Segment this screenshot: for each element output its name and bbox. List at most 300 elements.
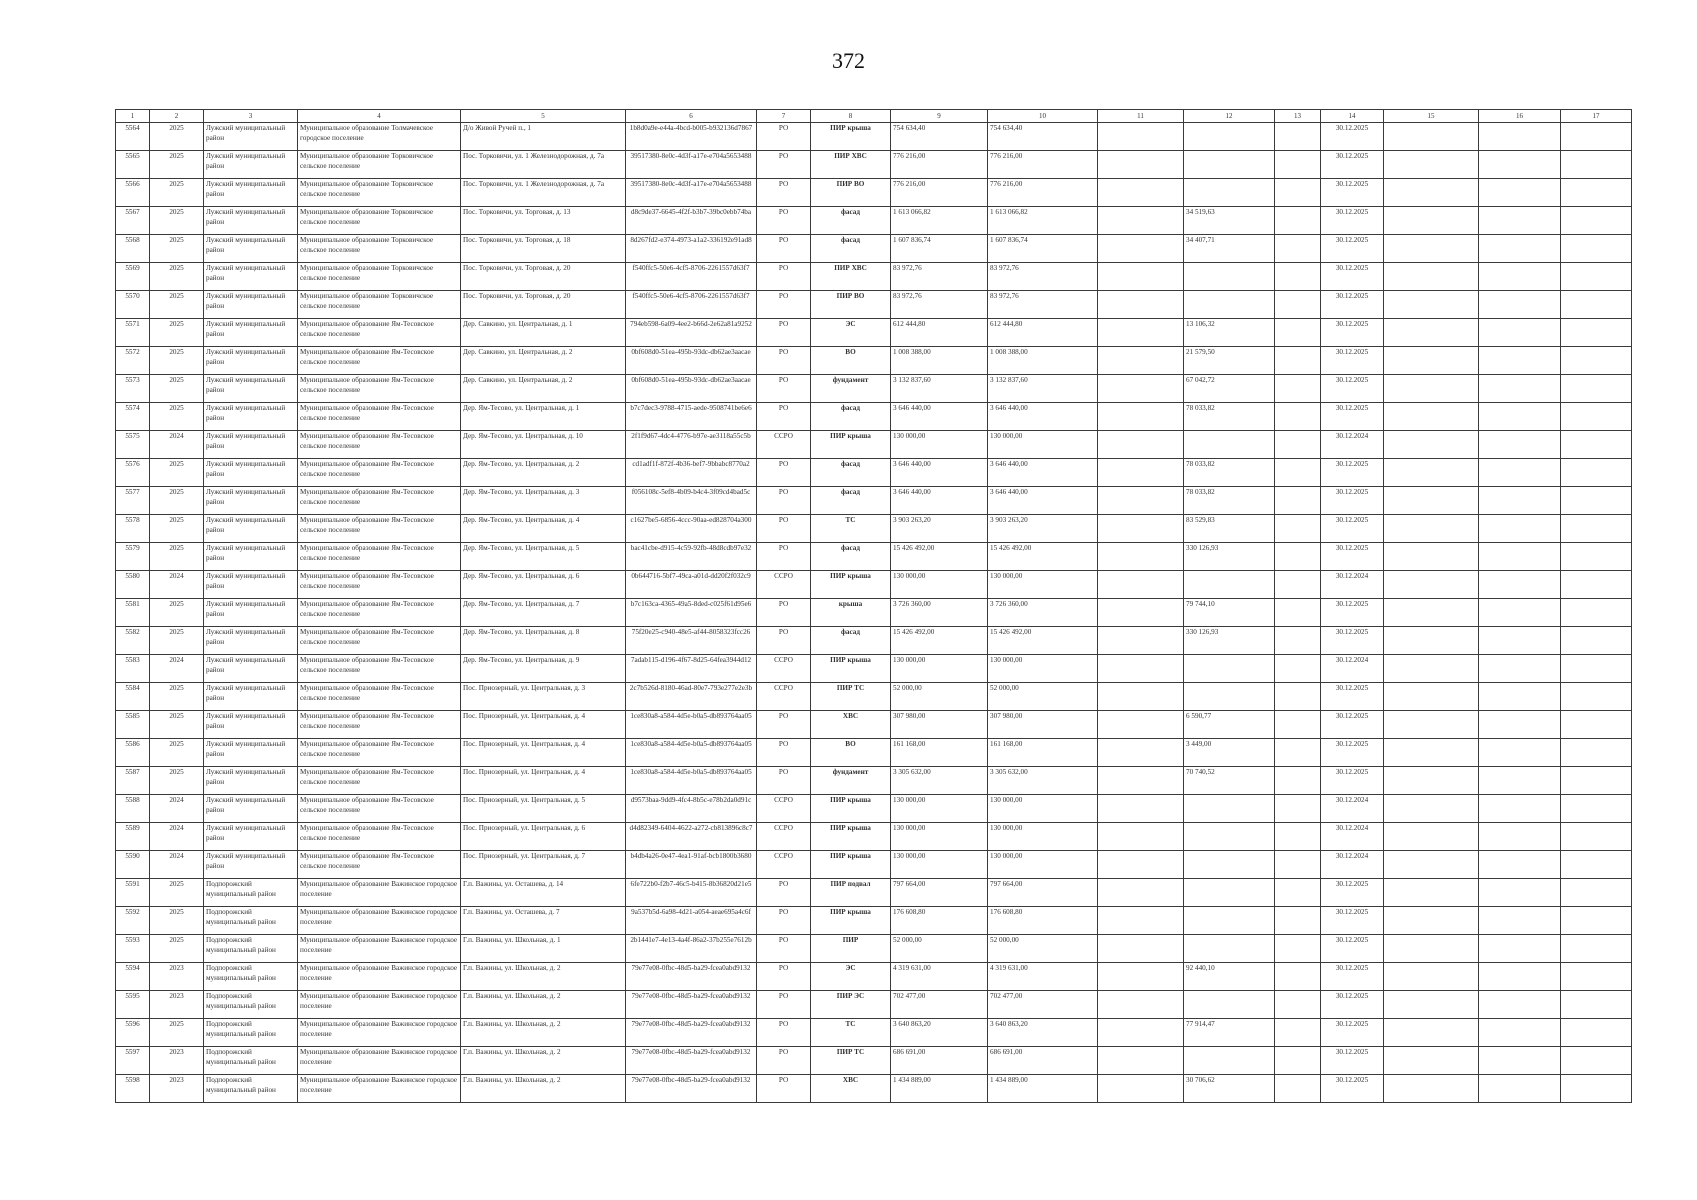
table-cell: 5570 <box>116 291 150 319</box>
table-cell <box>1479 571 1561 599</box>
table-cell: 776 216,00 <box>891 151 988 179</box>
table-row <box>116 851 1632 879</box>
table-cell: 1 008 388,00 <box>988 347 1098 375</box>
table-cell: Дер. Савкино, ул. Центральная, д. 1 <box>461 319 626 347</box>
table-cell: Муниципальное образование Ям-Тесовское сельское поселение <box>298 571 461 599</box>
table-cell: 52 000,00 <box>988 935 1098 963</box>
table-cell: 15 426 492,00 <box>988 543 1098 571</box>
table-cell: 5568 <box>116 235 150 263</box>
table-cell: 5588 <box>116 795 150 823</box>
table-cell: 794eb598-6a09-4ee2-b66d-2e62a81a9252 <box>626 319 757 347</box>
table-cell: ССРО <box>757 571 811 599</box>
table-cell: 5582 <box>116 627 150 655</box>
table-row <box>116 263 1632 291</box>
table-cell <box>1275 1075 1321 1103</box>
table-cell <box>1479 823 1561 851</box>
table-cell: 3 640 863,20 <box>988 1019 1098 1047</box>
table-cell: 30.12.2025 <box>1321 487 1384 515</box>
table-cell: 797 664,00 <box>891 879 988 907</box>
table-cell: Подпорожский муниципальный район <box>204 991 298 1019</box>
table-cell: Муниципальное образование Важинское городское поселение <box>298 1019 461 1047</box>
table-cell <box>1561 571 1632 599</box>
table-cell: 15 426 492,00 <box>891 543 988 571</box>
table-cell <box>1184 823 1275 851</box>
table-cell <box>1098 459 1184 487</box>
table-cell <box>1479 403 1561 431</box>
table-cell: 5585 <box>116 711 150 739</box>
table-cell <box>1384 403 1479 431</box>
table-cell: 83 972,76 <box>988 291 1098 319</box>
column-header: 16 <box>1479 110 1561 123</box>
table-cell: 307 980,00 <box>891 711 988 739</box>
table-cell: 5571 <box>116 319 150 347</box>
table-cell: 3 646 440,00 <box>891 459 988 487</box>
table-row <box>116 515 1632 543</box>
table-cell <box>1098 207 1184 235</box>
table-cell: 78 033,82 <box>1184 403 1275 431</box>
table-cell: 5572 <box>116 347 150 375</box>
table-cell: 70 740,52 <box>1184 767 1275 795</box>
table-cell: 5566 <box>116 179 150 207</box>
table-cell: Муниципальное образование Торковичское сельское поселение <box>298 235 461 263</box>
table-cell: Подпорожский муниципальный район <box>204 907 298 935</box>
table-cell: 2025 <box>150 123 204 151</box>
table-cell: 4 319 631,00 <box>988 963 1098 991</box>
table-cell <box>1384 431 1479 459</box>
table-cell <box>1561 319 1632 347</box>
column-header: 1 <box>116 110 150 123</box>
table-cell: d8c9de37-6645-4f2f-b3b7-39bc0ebb74ba <box>626 207 757 235</box>
table-cell: 5592 <box>116 907 150 935</box>
table-cell: 83 972,76 <box>891 291 988 319</box>
table-cell <box>1561 487 1632 515</box>
table-cell <box>1479 431 1561 459</box>
table-cell <box>1275 347 1321 375</box>
table-cell: Лужский муниципальный район <box>204 459 298 487</box>
table-cell <box>1275 599 1321 627</box>
table-cell <box>1184 123 1275 151</box>
table-cell <box>1098 543 1184 571</box>
table-cell: 130 000,00 <box>891 655 988 683</box>
table-cell: 330 126,93 <box>1184 627 1275 655</box>
column-header: 3 <box>204 110 298 123</box>
table-cell: 30.12.2025 <box>1321 123 1384 151</box>
table-cell: Дер. Савкино, ул. Центральная, д. 2 <box>461 347 626 375</box>
table-cell <box>1098 123 1184 151</box>
table-row <box>116 823 1632 851</box>
table-cell: 15 426 492,00 <box>988 627 1098 655</box>
table-row <box>116 599 1632 627</box>
table-cell: Дер. Савкино, ул. Центральная, д. 2 <box>461 375 626 403</box>
table-cell: Г.п. Важины, ул. Школьная, д. 2 <box>461 1019 626 1047</box>
table-cell: Лужский муниципальный район <box>204 403 298 431</box>
table-cell: РО <box>757 515 811 543</box>
table-cell: фасад <box>811 235 891 263</box>
table-cell: Муниципальное образование Ям-Тесовское сельское поселение <box>298 683 461 711</box>
table-cell: ПИР крыша <box>811 655 891 683</box>
table-cell: ССРО <box>757 431 811 459</box>
table-cell: 5594 <box>116 963 150 991</box>
table-cell: 3 646 440,00 <box>988 487 1098 515</box>
table-cell: Муниципальное образование Ям-Тесовское сельское поселение <box>298 515 461 543</box>
table-cell: Лужский муниципальный район <box>204 543 298 571</box>
column-header: 15 <box>1384 110 1479 123</box>
table-cell: Пос. Торковичи, ул. 1 Железнодорожная, д. 7а <box>461 151 626 179</box>
table-cell: 30.12.2024 <box>1321 655 1384 683</box>
table-cell <box>1479 767 1561 795</box>
table-cell: Пос. Торковичи, ул. Торговая, д. 20 <box>461 263 626 291</box>
table-cell: ВО <box>811 739 891 767</box>
table-cell: c1627be5-6856-4ccc-90aa-ed828704a300 <box>626 515 757 543</box>
table-cell: Лужский муниципальный район <box>204 515 298 543</box>
table-cell: 130 000,00 <box>891 795 988 823</box>
table-cell: 30.12.2025 <box>1321 739 1384 767</box>
table-cell: f056108c-5ef8-4b09-b4c4-3f09cd4bad5c <box>626 487 757 515</box>
column-header: 6 <box>626 110 757 123</box>
table-cell <box>1098 291 1184 319</box>
table-cell: 1ce830a8-a584-4d5e-b0a5-db893764aa05 <box>626 739 757 767</box>
table-cell <box>1384 1019 1479 1047</box>
table-cell: 130 000,00 <box>891 571 988 599</box>
table-cell: 702 477,00 <box>988 991 1098 1019</box>
table-cell: f540ffc5-50e6-4cf5-8706-2261557d63f7 <box>626 291 757 319</box>
table-cell: 30.12.2025 <box>1321 935 1384 963</box>
table-cell: 6fe722b0-f2b7-46c5-b415-8b36820d21e5 <box>626 879 757 907</box>
table-cell <box>1561 1019 1632 1047</box>
table-cell: 307 980,00 <box>988 711 1098 739</box>
table-cell <box>1098 711 1184 739</box>
table-cell: Лужский муниципальный район <box>204 235 298 263</box>
table-cell: Пос. Приозерный, ул. Центральная, д. 3 <box>461 683 626 711</box>
table-cell: 83 972,76 <box>891 263 988 291</box>
table-row <box>116 879 1632 907</box>
table-cell: 2c7b526d-8180-46ad-80e7-793e277e2e3b <box>626 683 757 711</box>
table-cell: Муниципальное образование Ям-Тесовское сельское поселение <box>298 319 461 347</box>
table-cell <box>1561 711 1632 739</box>
table-row <box>116 151 1632 179</box>
table-cell: Дер. Ям-Тесово, ул. Центральная, д. 8 <box>461 627 626 655</box>
table-cell: 176 608,80 <box>988 907 1098 935</box>
table-cell: 78 033,82 <box>1184 487 1275 515</box>
table-cell <box>1384 571 1479 599</box>
table-cell <box>1275 543 1321 571</box>
table-cell: 686 691,00 <box>988 1047 1098 1075</box>
table-cell: РО <box>757 907 811 935</box>
table-cell: 2025 <box>150 543 204 571</box>
table-cell: 21 579,50 <box>1184 347 1275 375</box>
table-cell <box>1275 375 1321 403</box>
table-cell: 30.12.2025 <box>1321 459 1384 487</box>
table-cell: 2025 <box>150 151 204 179</box>
table-cell: 30.12.2025 <box>1321 543 1384 571</box>
table-cell: 5586 <box>116 739 150 767</box>
table-cell: Муниципальное образование Ям-Тесовское сельское поселение <box>298 739 461 767</box>
column-header: 13 <box>1275 110 1321 123</box>
table-cell <box>1184 907 1275 935</box>
table-cell: 5591 <box>116 879 150 907</box>
table-cell: РО <box>757 151 811 179</box>
table-cell <box>1384 907 1479 935</box>
table-cell: Пос. Приозерный, ул. Центральная, д. 6 <box>461 823 626 851</box>
table-cell: ХВС <box>811 1075 891 1103</box>
table-cell: Дер. Ям-Тесово, ул. Центральная, д. 5 <box>461 543 626 571</box>
table-cell: фасад <box>811 487 891 515</box>
table-cell <box>1098 319 1184 347</box>
table-cell: 5595 <box>116 991 150 1019</box>
table-cell: 3 305 632,00 <box>891 767 988 795</box>
table-cell: 30.12.2025 <box>1321 907 1384 935</box>
table-cell: Муниципальное образование Толмачевское городское поселение <box>298 123 461 151</box>
table-cell <box>1275 235 1321 263</box>
table-cell <box>1184 263 1275 291</box>
table-cell: 9a537b5d-6a98-4d21-a054-aeae695a4c6f <box>626 907 757 935</box>
table-cell: 30.12.2025 <box>1321 991 1384 1019</box>
table-cell <box>1384 655 1479 683</box>
table-cell <box>1275 431 1321 459</box>
table-cell: Лужский муниципальный район <box>204 767 298 795</box>
table-cell: 130 000,00 <box>988 571 1098 599</box>
table-cell <box>1561 599 1632 627</box>
table-cell: РО <box>757 291 811 319</box>
table-cell: Пос. Торковичи, ул. Торговая, д. 20 <box>461 291 626 319</box>
table-cell: РО <box>757 711 811 739</box>
table-cell <box>1098 179 1184 207</box>
table-cell <box>1275 151 1321 179</box>
table-cell <box>1561 627 1632 655</box>
table-cell: 30.12.2025 <box>1321 207 1384 235</box>
table-cell: 330 126,93 <box>1184 543 1275 571</box>
table-cell: Муниципальное образование Важинское городское поселение <box>298 963 461 991</box>
table-cell <box>1098 599 1184 627</box>
table-cell: РО <box>757 123 811 151</box>
table-cell: 79e77e08-0fbc-48d5-ba29-fcea0abd9132 <box>626 1075 757 1103</box>
table-cell: 30.12.2025 <box>1321 151 1384 179</box>
table-cell: Лужский муниципальный район <box>204 599 298 627</box>
table-cell: Дер. Ям-Тесово, ул. Центральная, д. 1 <box>461 403 626 431</box>
table-cell <box>1561 375 1632 403</box>
table-cell: 2025 <box>150 403 204 431</box>
table-cell: Муниципальное образование Ям-Тесовское сельское поселение <box>298 655 461 683</box>
table-cell <box>1384 767 1479 795</box>
column-header: 4 <box>298 110 461 123</box>
table-cell: 30.12.2025 <box>1321 515 1384 543</box>
table-row <box>116 795 1632 823</box>
table-cell: 612 444,80 <box>988 319 1098 347</box>
table-cell: 5580 <box>116 571 150 599</box>
table-cell: 2024 <box>150 795 204 823</box>
table-cell <box>1561 151 1632 179</box>
table-cell: 5578 <box>116 515 150 543</box>
table-row <box>116 1047 1632 1075</box>
table-cell: 1 607 836,74 <box>891 235 988 263</box>
column-header: 11 <box>1098 110 1184 123</box>
table-cell: Лужский муниципальный район <box>204 291 298 319</box>
table-cell <box>1098 515 1184 543</box>
table-cell: 30.12.2025 <box>1321 263 1384 291</box>
table-cell: d4d82349-6404-4622-a272-cb813896c8c7 <box>626 823 757 851</box>
table-cell: 176 608,80 <box>891 907 988 935</box>
table-cell <box>1384 711 1479 739</box>
table-cell: 5593 <box>116 935 150 963</box>
table-cell: ССРО <box>757 823 811 851</box>
table-cell: Муниципальное образование Ям-Тесовское сельское поселение <box>298 627 461 655</box>
table-cell: фундамент <box>811 767 891 795</box>
table-cell <box>1561 963 1632 991</box>
table-cell: 2024 <box>150 431 204 459</box>
table-cell <box>1479 123 1561 151</box>
table-cell: 2024 <box>150 655 204 683</box>
table-cell <box>1561 347 1632 375</box>
table-cell: 2025 <box>150 263 204 291</box>
table-cell: фасад <box>811 207 891 235</box>
table-cell <box>1384 375 1479 403</box>
table-cell: 5590 <box>116 851 150 879</box>
table-cell: РО <box>757 375 811 403</box>
table-cell: 2025 <box>150 711 204 739</box>
table-cell <box>1479 375 1561 403</box>
table-cell: 2025 <box>150 291 204 319</box>
table-cell <box>1184 291 1275 319</box>
table-cell: 702 477,00 <box>891 991 988 1019</box>
table-cell <box>1098 1075 1184 1103</box>
table-body <box>116 123 1632 1103</box>
table-cell <box>1098 403 1184 431</box>
table-cell <box>1384 739 1479 767</box>
table-cell: 161 168,00 <box>891 739 988 767</box>
table-cell: ССРО <box>757 655 811 683</box>
table-cell: 5583 <box>116 655 150 683</box>
table-cell: Муниципальное образование Ям-Тесовское сельское поселение <box>298 767 461 795</box>
table-cell: 30.12.2025 <box>1321 375 1384 403</box>
table-cell <box>1098 487 1184 515</box>
table-cell: 2025 <box>150 235 204 263</box>
table-cell: 2023 <box>150 991 204 1019</box>
table-cell: 2b1441e7-4e13-4a4f-86a2-37b255e7612b <box>626 935 757 963</box>
table-cell: 2023 <box>150 963 204 991</box>
table-cell <box>1561 795 1632 823</box>
table-cell: 2025 <box>150 683 204 711</box>
table-cell <box>1275 935 1321 963</box>
table-cell: 2023 <box>150 1075 204 1103</box>
table-cell <box>1275 403 1321 431</box>
table-cell: 686 691,00 <box>891 1047 988 1075</box>
table-cell: 2025 <box>150 907 204 935</box>
table-cell: 52 000,00 <box>891 683 988 711</box>
table-cell: 30.12.2024 <box>1321 823 1384 851</box>
table-cell <box>1184 795 1275 823</box>
table-cell: 30.12.2025 <box>1321 963 1384 991</box>
table-cell <box>1479 599 1561 627</box>
table-row <box>116 963 1632 991</box>
table-cell <box>1561 683 1632 711</box>
table-cell: 4 319 631,00 <box>891 963 988 991</box>
table-cell: Пос. Торковичи, ул. 1 Железнодорожная, д. 7а <box>461 179 626 207</box>
table-cell: Пос. Приозерный, ул. Центральная, д. 4 <box>461 739 626 767</box>
table-cell: 92 440,10 <box>1184 963 1275 991</box>
table-row <box>116 179 1632 207</box>
table-cell: РО <box>757 599 811 627</box>
table-cell: d9573baa-9dd9-4fc4-8b5c-e78b2da0d91c <box>626 795 757 823</box>
table-cell: ССРО <box>757 795 811 823</box>
table-cell <box>1384 459 1479 487</box>
table-cell: 3 726 360,00 <box>988 599 1098 627</box>
table-cell <box>1275 571 1321 599</box>
table-cell <box>1561 1075 1632 1103</box>
column-header: 7 <box>757 110 811 123</box>
table-cell: Г.п. Важины, ул. Осташева, д. 14 <box>461 879 626 907</box>
table-cell: Лужский муниципальный район <box>204 655 298 683</box>
table-cell: 797 664,00 <box>988 879 1098 907</box>
table-cell: 2025 <box>150 375 204 403</box>
table-cell: 3 646 440,00 <box>891 403 988 431</box>
table-cell <box>1384 963 1479 991</box>
table-cell <box>1275 291 1321 319</box>
table-cell: 2024 <box>150 851 204 879</box>
table-cell <box>1098 991 1184 1019</box>
table-cell: РО <box>757 487 811 515</box>
table-cell: 2025 <box>150 207 204 235</box>
table-cell <box>1384 627 1479 655</box>
table-cell <box>1184 431 1275 459</box>
table-cell: Лужский муниципальный район <box>204 151 298 179</box>
table-cell: 3 449,00 <box>1184 739 1275 767</box>
table-cell: 130 000,00 <box>988 795 1098 823</box>
table-cell: 3 646 440,00 <box>988 459 1098 487</box>
table-cell: РО <box>757 403 811 431</box>
table-cell: 130 000,00 <box>988 431 1098 459</box>
table-cell: 5564 <box>116 123 150 151</box>
table-cell: Муниципальное образование Ям-Тесовское сельское поселение <box>298 851 461 879</box>
table-row <box>116 123 1632 151</box>
table-row <box>116 487 1632 515</box>
table-cell: Муниципальное образование Ям-Тесовское сельское поселение <box>298 431 461 459</box>
table-cell <box>1561 207 1632 235</box>
table-cell: ПИР крыша <box>811 431 891 459</box>
table-row <box>116 291 1632 319</box>
table-cell: ПИР подвал <box>811 879 891 907</box>
table-cell: 5589 <box>116 823 150 851</box>
table-cell <box>1561 403 1632 431</box>
table-cell: 30.12.2024 <box>1321 851 1384 879</box>
table-cell: 5576 <box>116 459 150 487</box>
table-cell: Д/о Живой Ручей п., 1 <box>461 123 626 151</box>
table-cell: 0bf608d0-51ea-495b-93dc-db62ae3aacae <box>626 347 757 375</box>
table-cell: 78 033,82 <box>1184 459 1275 487</box>
table-row <box>116 739 1632 767</box>
table-row <box>116 319 1632 347</box>
table-cell: РО <box>757 235 811 263</box>
table-cell: Подпорожский муниципальный район <box>204 935 298 963</box>
table-cell <box>1479 963 1561 991</box>
table-cell <box>1384 599 1479 627</box>
table-cell: 30.12.2025 <box>1321 403 1384 431</box>
table-cell <box>1098 627 1184 655</box>
table-cell <box>1479 991 1561 1019</box>
table-cell <box>1384 207 1479 235</box>
table-cell <box>1098 767 1184 795</box>
table-cell: 3 305 632,00 <box>988 767 1098 795</box>
table-row <box>116 907 1632 935</box>
table-cell <box>1479 1019 1561 1047</box>
table-cell <box>1384 151 1479 179</box>
table-cell <box>1184 1047 1275 1075</box>
table-cell <box>1561 851 1632 879</box>
table-row <box>116 347 1632 375</box>
column-header: 8 <box>811 110 891 123</box>
table-cell <box>1561 179 1632 207</box>
table-cell: 6 590,77 <box>1184 711 1275 739</box>
table-cell: Дер. Ям-Тесово, ул. Центральная, д. 2 <box>461 459 626 487</box>
